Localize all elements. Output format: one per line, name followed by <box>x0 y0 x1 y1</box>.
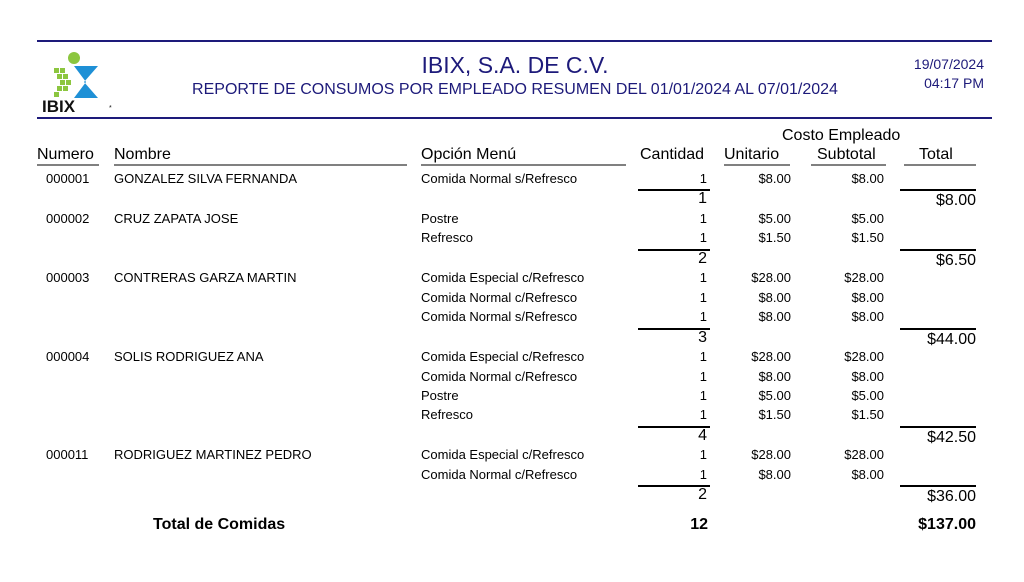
header-opcion-menu: Opción Menú <box>421 146 517 163</box>
footer-cantidad: 12 <box>690 516 708 533</box>
item-unitario: $5.00 <box>758 388 791 403</box>
report-subtitle: REPORTE DE CONSUMOS POR EMPLEADO RESUMEN DEL 01/01/2024 AL 07/01/2024 <box>192 81 838 98</box>
item-unitario: $5.00 <box>758 211 791 226</box>
item-opcion-menu: Comida Normal s/Refresco <box>421 171 578 186</box>
employee-nombre: CRUZ ZAPATA JOSE <box>114 211 239 226</box>
header-underline-opcion <box>421 164 626 166</box>
item-subtotal: $5.00 <box>851 211 884 226</box>
employee-total: $42.50 <box>927 428 976 446</box>
item-opcion-menu: Comida Especial c/Refresco <box>421 349 585 365</box>
svg-text:*: * <box>109 105 112 112</box>
employee-total: $36.00 <box>927 488 976 506</box>
item-cantidad: 1 <box>699 388 707 403</box>
employee-numero: 000001 <box>46 171 90 186</box>
report-date: 19/07/2024 <box>913 56 984 72</box>
total-sum-line <box>900 249 976 251</box>
employee-cantidad-sum: 2 <box>698 249 707 267</box>
employee-cantidad-sum: 3 <box>698 328 707 346</box>
item-opcion-menu: Comida Normal s/Refresco <box>421 309 578 325</box>
item-unitario: $1.50 <box>758 407 791 423</box>
employee-nombre: SOLIS RODRIGUEZ ANA <box>114 349 264 365</box>
employee-cantidad-sum: 4 <box>698 426 707 444</box>
header-numero: Numero <box>37 146 94 163</box>
ibix-logo-icon <box>40 48 116 116</box>
item-unitario: $8.00 <box>758 289 791 305</box>
employee-total: $44.00 <box>927 330 976 348</box>
employee-numero: 000003 <box>46 270 90 286</box>
item-cantidad: 1 <box>699 466 707 482</box>
item-cantidad: 1 <box>699 349 707 365</box>
item-unitario: $8.00 <box>758 368 791 384</box>
employee-numero: 000002 <box>46 211 90 226</box>
employee-total: $8.00 <box>935 192 976 210</box>
total-sum-line <box>900 426 976 428</box>
total-sum-line <box>900 189 976 191</box>
report-time: 04:17 PM <box>924 75 984 91</box>
employee-total: $6.50 <box>935 251 976 269</box>
item-subtotal: $8.00 <box>851 466 884 482</box>
item-cantidad: 1 <box>699 171 707 186</box>
item-subtotal: $8.00 <box>851 309 884 325</box>
item-cantidad: 1 <box>699 447 707 463</box>
top-rule <box>37 40 992 42</box>
item-subtotal: $1.50 <box>851 230 884 246</box>
item-opcion-menu: Comida Normal c/Refresco <box>421 368 578 384</box>
logo-text: IBIX <box>42 97 76 116</box>
item-cantidad: 1 <box>699 211 707 226</box>
item-unitario: $8.00 <box>758 466 791 482</box>
item-cantidad: 1 <box>699 270 707 286</box>
item-cantidad: 1 <box>699 230 707 246</box>
item-subtotal: $5.00 <box>851 388 884 403</box>
item-unitario: $28.00 <box>751 447 791 463</box>
item-subtotal: $28.00 <box>844 270 884 286</box>
header-underline-total <box>904 164 976 166</box>
header-underline-subtotal <box>811 164 886 166</box>
employee-nombre: GONZALEZ SILVA FERNANDA <box>114 171 298 186</box>
employee-numero: 000011 <box>46 447 89 463</box>
header-total: Total <box>919 146 953 163</box>
employee-nombre: RODRIGUEZ MARTINEZ PEDRO <box>114 447 312 463</box>
item-subtotal: $1.50 <box>851 407 884 423</box>
total-sum-line <box>900 328 976 330</box>
employee-cantidad-sum: 1 <box>698 190 707 208</box>
item-unitario: $28.00 <box>751 270 791 286</box>
item-cantidad: 1 <box>699 289 707 305</box>
company-title: IBIX, S.A. DE C.V. <box>421 52 609 78</box>
item-opcion-menu: Comida Especial c/Refresco <box>421 447 585 463</box>
item-opcion-menu: Refresco <box>421 230 474 246</box>
header-subtotal: Subtotal <box>817 146 876 163</box>
item-unitario: $8.00 <box>758 309 791 325</box>
header-cantidad: Cantidad <box>640 146 705 163</box>
item-subtotal: $8.00 <box>851 368 884 384</box>
employee-cantidad-sum: 2 <box>698 486 707 504</box>
item-subtotal: $28.00 <box>844 447 884 463</box>
footer-label: Total de Comidas <box>153 516 286 533</box>
footer-total: $137.00 <box>918 516 976 533</box>
item-unitario: $28.00 <box>751 349 791 365</box>
item-unitario: $1.50 <box>758 230 791 246</box>
report-datetime <box>914 55 984 93</box>
item-opcion-menu: Postre <box>421 211 459 226</box>
item-opcion-menu: Postre <box>421 388 459 403</box>
item-cantidad: 1 <box>699 309 707 325</box>
item-opcion-menu: Comida Normal c/Refresco <box>421 289 578 305</box>
header-underline-numero <box>37 164 99 166</box>
employee-nombre: CONTRERAS GARZA MARTIN <box>114 270 297 286</box>
header-underline-unitario <box>724 164 790 166</box>
item-opcion-menu: Comida Normal c/Refresco <box>421 466 578 482</box>
item-cantidad: 1 <box>699 368 707 384</box>
item-opcion-menu: Comida Especial c/Refresco <box>421 270 585 286</box>
header-rule <box>37 117 992 119</box>
employee-numero: 000004 <box>46 349 90 365</box>
item-opcion-menu: Refresco <box>421 407 474 423</box>
item-unitario: $8.00 <box>758 171 791 186</box>
header-unitario: Unitario <box>724 146 780 163</box>
header-nombre: Nombre <box>114 146 171 163</box>
item-subtotal: $8.00 <box>851 289 884 305</box>
item-subtotal: $8.00 <box>851 171 884 186</box>
total-sum-line <box>900 485 976 487</box>
item-cantidad: 1 <box>699 407 707 423</box>
header-underline-nombre <box>114 164 407 166</box>
header-costo-empleado: Costo Empleado <box>782 127 901 144</box>
item-subtotal: $28.00 <box>844 349 884 365</box>
company-logo <box>40 48 116 116</box>
